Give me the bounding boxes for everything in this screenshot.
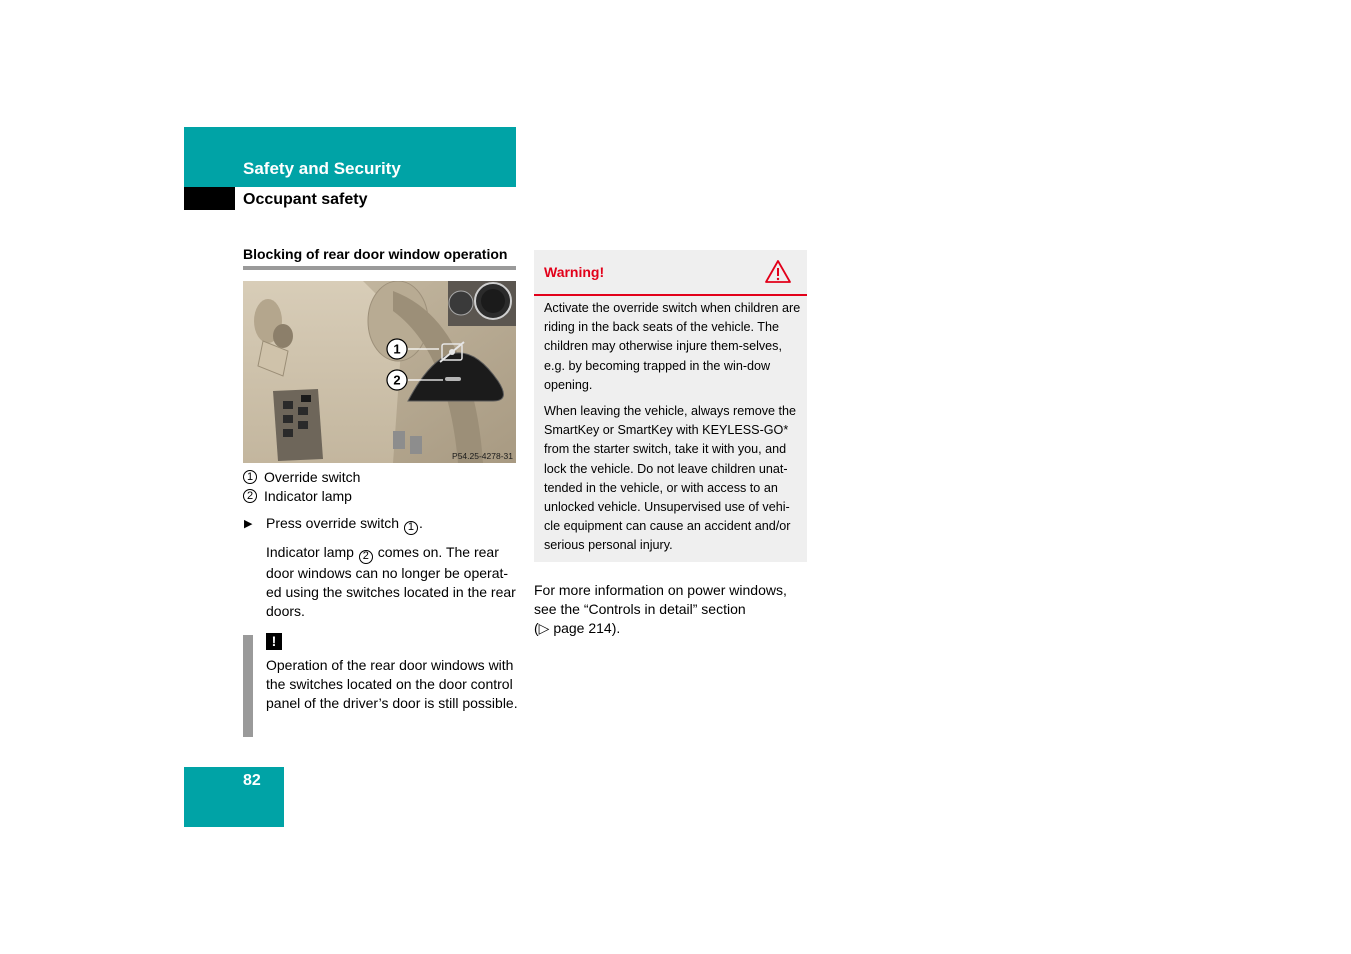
- result-ref-number: 2: [359, 550, 373, 564]
- legend-label: Override switch: [264, 469, 361, 485]
- warning-triangle-icon: [764, 259, 792, 284]
- step-text-end: .: [418, 515, 423, 531]
- legend-number: 2: [243, 489, 257, 503]
- warning-paragraph: Activate the override switch when children are riding in the back seats of the vehicle. The children may otherwise injure them-selves, e.g. by becoming trapped in the win-dow opening.: [544, 301, 801, 392]
- callout-1-label: 1: [393, 341, 401, 357]
- note-text: Operation of the rear door windows with the switches located on the door control panel of the driver’s door is still possible.: [266, 657, 518, 712]
- step-ref-number: 1: [404, 521, 418, 535]
- section-title: Safety and Security: [243, 159, 401, 178]
- warning-rule: [534, 294, 807, 296]
- step-result: [266, 543, 518, 621]
- step-text: Press override switch: [266, 515, 403, 531]
- more-info-paragraph: [534, 581, 809, 639]
- figure-code: P54.25-4278-31: [452, 451, 513, 461]
- step-arrow-icon: ▶: [244, 518, 253, 530]
- door-panel-figure: [243, 281, 516, 463]
- indicator-lamp: [445, 377, 461, 381]
- more-info-text: For more information on power windows, see the “Controls in detail” section: [534, 582, 787, 618]
- legend-label: Indicator lamp: [264, 488, 352, 504]
- page-number: 82: [243, 772, 261, 789]
- warning-title: Warning!: [544, 264, 605, 280]
- page-reference-link[interactable]: (▷ page 214).: [534, 620, 621, 637]
- result-text-end: comes on. The rear door windows can no longer be operat-ed using the switches located in the rear doors.: [266, 544, 516, 619]
- exclamation-icon: !: [266, 633, 282, 650]
- note-bar: [243, 635, 253, 737]
- page-heading: Blocking of rear door window operation: [243, 246, 508, 262]
- section-marker-tab: [184, 187, 235, 210]
- warning-paragraph: When leaving the vehicle, always remove the SmartKey or SmartKey with KEYLESS-GO* from the starter switch, take it with you, and lock the vehicle. Do not leave children unat-tended in the vehicle, or with access to an unlocked vehicle. Unsupervised use of vehi-cle equipment can cause an accident and/or serious personal injury.: [544, 404, 797, 553]
- subsection-title: Occupant safety: [243, 191, 368, 208]
- result-text: Indicator lamp: [266, 544, 358, 560]
- legend-item: [243, 488, 352, 504]
- instruction-step: [266, 515, 423, 535]
- legend-item: [243, 469, 360, 485]
- callout-2-label: 2: [393, 372, 401, 388]
- page-number-box: [184, 767, 284, 827]
- legend-number: 1: [243, 470, 257, 484]
- heading-rule: [243, 266, 516, 270]
